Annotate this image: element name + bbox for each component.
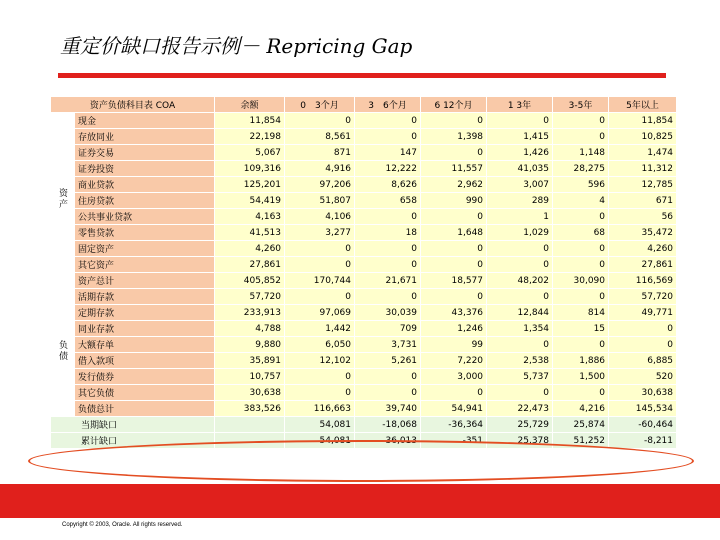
value-cell: 12,222: [355, 161, 421, 177]
value-cell: 1,148: [553, 145, 609, 161]
value-cell: 1,246: [421, 321, 487, 337]
value-cell: 170,744: [285, 273, 355, 289]
table-row: [51, 385, 677, 401]
value-cell: 4,260: [609, 241, 677, 257]
table-row: [51, 145, 677, 161]
value-cell: 3,000: [421, 369, 487, 385]
gap-value-cell: 54,081: [285, 433, 355, 449]
value-cell: 0: [487, 289, 553, 305]
value-cell: 0: [421, 385, 487, 401]
value-cell: 0: [421, 289, 487, 305]
gap-highlight-oval: [28, 440, 694, 482]
value-cell: 289: [487, 193, 553, 209]
value-cell: 116,569: [609, 273, 677, 289]
value-cell: 1,354: [487, 321, 553, 337]
value-cell: 41,513: [215, 225, 285, 241]
value-cell: 1,029: [487, 225, 553, 241]
value-cell: 12,785: [609, 177, 677, 193]
value-cell: 0: [285, 385, 355, 401]
row-label: 证券投资: [75, 161, 215, 177]
gap-value-cell: 54,081: [285, 417, 355, 433]
value-cell: 6,885: [609, 353, 677, 369]
repricing-gap-table-container: [50, 96, 676, 449]
copyright-text: Copyright © 2003, Oracle. All rights reserved.: [62, 522, 183, 528]
value-cell: 10,825: [609, 129, 677, 145]
gap-label: 累计缺口: [51, 433, 215, 449]
value-cell: 671: [609, 193, 677, 209]
value-cell: 0: [421, 241, 487, 257]
value-cell: 405,852: [215, 273, 285, 289]
value-cell: 0: [355, 209, 421, 225]
value-cell: 11,557: [421, 161, 487, 177]
gap-value-cell: 25,378: [487, 433, 553, 449]
value-cell: 57,720: [215, 289, 285, 305]
row-label: 其它资产: [75, 257, 215, 273]
gap-value-cell: -18,068: [355, 417, 421, 433]
value-cell: 6,050: [285, 337, 355, 353]
row-label: 零售贷款: [75, 225, 215, 241]
value-cell: 1,886: [553, 353, 609, 369]
value-cell: 4,788: [215, 321, 285, 337]
value-cell: 8,626: [355, 177, 421, 193]
value-cell: 4,216: [553, 401, 609, 417]
value-cell: 30,638: [215, 385, 285, 401]
value-cell: 11,854: [609, 113, 677, 129]
value-cell: 68: [553, 225, 609, 241]
value-cell: 2,962: [421, 177, 487, 193]
gap-value-cell: 51,252: [553, 433, 609, 449]
repricing-gap-table: [50, 96, 677, 449]
value-cell: 4,163: [215, 209, 285, 225]
value-cell: 383,526: [215, 401, 285, 417]
value-cell: 0: [285, 113, 355, 129]
value-cell: 22,198: [215, 129, 285, 145]
value-cell: 39,740: [355, 401, 421, 417]
row-label: 发行债券: [75, 369, 215, 385]
gap-value-cell: -8,211: [609, 433, 677, 449]
gap-value-cell: -60,464: [609, 417, 677, 433]
value-cell: 3,007: [487, 177, 553, 193]
value-cell: 814: [553, 305, 609, 321]
value-cell: 57,720: [609, 289, 677, 305]
row-label: 定期存款: [75, 305, 215, 321]
value-cell: 0: [553, 241, 609, 257]
gap-value-cell: 25,729: [487, 417, 553, 433]
header-cell: 5年以上: [609, 97, 677, 113]
table-row: [51, 369, 677, 385]
value-cell: 21,671: [355, 273, 421, 289]
value-cell: 10,757: [215, 369, 285, 385]
value-cell: 0: [355, 257, 421, 273]
asset-group-label-text: 资产: [57, 188, 67, 210]
value-cell: 28,275: [553, 161, 609, 177]
value-cell: 0: [487, 257, 553, 273]
table-row: [51, 257, 677, 273]
header-cell: 1 3年: [487, 97, 553, 113]
header-cell: 6 12个月: [421, 97, 487, 113]
table-row: [51, 289, 677, 305]
row-label: 现金: [75, 113, 215, 129]
value-cell: 0: [285, 289, 355, 305]
value-cell: 30,039: [355, 305, 421, 321]
value-cell: 51,807: [285, 193, 355, 209]
asset-group-label: [51, 113, 75, 289]
value-cell: 0: [553, 113, 609, 129]
value-cell: 4,916: [285, 161, 355, 177]
value-cell: 1,500: [553, 369, 609, 385]
value-cell: 0: [355, 241, 421, 257]
value-cell: 0: [355, 385, 421, 401]
value-cell: 4,106: [285, 209, 355, 225]
table-row: [51, 337, 677, 353]
value-cell: 54,941: [421, 401, 487, 417]
value-cell: 11,854: [215, 113, 285, 129]
value-cell: 97,206: [285, 177, 355, 193]
gap-value-cell: -36,364: [421, 417, 487, 433]
value-cell: 0: [553, 129, 609, 145]
table-row: [51, 177, 677, 193]
value-cell: 99: [421, 337, 487, 353]
value-cell: 871: [285, 145, 355, 161]
row-label: 大额存单: [75, 337, 215, 353]
row-label: 其它负债: [75, 385, 215, 401]
value-cell: 233,913: [215, 305, 285, 321]
footer-bar: [0, 484, 720, 518]
liability-group-label: [51, 289, 75, 417]
table-row: [51, 129, 677, 145]
value-cell: 30,090: [553, 273, 609, 289]
table-row: [51, 225, 677, 241]
table-row: [51, 353, 677, 369]
value-cell: 41,035: [487, 161, 553, 177]
gap-value-cell: -351: [421, 433, 487, 449]
value-cell: 0: [553, 337, 609, 353]
value-cell: 0: [355, 289, 421, 305]
value-cell: 125,201: [215, 177, 285, 193]
value-cell: 18: [355, 225, 421, 241]
value-cell: 0: [285, 257, 355, 273]
value-cell: 0: [609, 321, 677, 337]
value-cell: 0: [553, 257, 609, 273]
value-cell: 49,771: [609, 305, 677, 321]
value-cell: 43,376: [421, 305, 487, 321]
value-cell: 0: [487, 337, 553, 353]
table-row: [51, 161, 677, 177]
value-cell: 1,442: [285, 321, 355, 337]
value-cell: 109,316: [215, 161, 285, 177]
row-label: 存放同业: [75, 129, 215, 145]
header-coa: 资产负债科目表 COA: [51, 97, 215, 113]
value-cell: 0: [421, 145, 487, 161]
value-cell: 12,102: [285, 353, 355, 369]
value-cell: 54,419: [215, 193, 285, 209]
header-cell: 余额: [215, 97, 285, 113]
row-label: 住房贷款: [75, 193, 215, 209]
table-row: [51, 241, 677, 257]
table-row: [51, 305, 677, 321]
table-row: [51, 113, 677, 129]
table-header-row: [51, 97, 677, 113]
value-cell: 1: [487, 209, 553, 225]
table-row: [51, 401, 677, 417]
value-cell: 5,261: [355, 353, 421, 369]
row-label: 固定资产: [75, 241, 215, 257]
header-cell: 0 3个月: [285, 97, 355, 113]
value-cell: 3,277: [285, 225, 355, 241]
value-cell: 1,398: [421, 129, 487, 145]
value-cell: 30,638: [609, 385, 677, 401]
page-title: 重定价缺口报告示例－ Repricing Gap: [60, 34, 413, 58]
gap-row: [51, 417, 677, 433]
value-cell: 0: [421, 113, 487, 129]
value-cell: 596: [553, 177, 609, 193]
value-cell: 48,202: [487, 273, 553, 289]
table-row: [51, 321, 677, 337]
value-cell: 0: [355, 129, 421, 145]
gap-value-cell: 25,874: [553, 417, 609, 433]
value-cell: 1,415: [487, 129, 553, 145]
value-cell: 8,561: [285, 129, 355, 145]
value-cell: 709: [355, 321, 421, 337]
gap-value-cell: 36,013: [355, 433, 421, 449]
value-cell: 18,577: [421, 273, 487, 289]
value-cell: 35,472: [609, 225, 677, 241]
value-cell: 97,069: [285, 305, 355, 321]
value-cell: 12,844: [487, 305, 553, 321]
value-cell: 15: [553, 321, 609, 337]
table-row: [51, 209, 677, 225]
value-cell: 1,426: [487, 145, 553, 161]
table-row: [51, 273, 677, 289]
value-cell: 4,260: [215, 241, 285, 257]
header-cell: 3-5年: [553, 97, 609, 113]
table-row: [51, 193, 677, 209]
liability-group-label-text: 负债: [57, 340, 67, 362]
value-cell: 3,731: [355, 337, 421, 353]
value-cell: 0: [609, 337, 677, 353]
row-label: 商业贷款: [75, 177, 215, 193]
value-cell: 7,220: [421, 353, 487, 369]
value-cell: 990: [421, 193, 487, 209]
value-cell: 11,312: [609, 161, 677, 177]
value-cell: 520: [609, 369, 677, 385]
row-label: 活期存款: [75, 289, 215, 305]
value-cell: 5,067: [215, 145, 285, 161]
row-label: 公共事业贷款: [75, 209, 215, 225]
value-cell: 5,737: [487, 369, 553, 385]
value-cell: 1,648: [421, 225, 487, 241]
value-cell: 1,474: [609, 145, 677, 161]
value-cell: 0: [487, 113, 553, 129]
gap-empty-cell: [215, 417, 285, 433]
value-cell: 658: [355, 193, 421, 209]
row-label: 负债总计: [75, 401, 215, 417]
value-cell: 0: [285, 241, 355, 257]
value-cell: 0: [487, 385, 553, 401]
value-cell: 0: [487, 241, 553, 257]
title-underline: [58, 73, 666, 78]
value-cell: 27,861: [609, 257, 677, 273]
value-cell: 0: [285, 369, 355, 385]
value-cell: 147: [355, 145, 421, 161]
row-label: 同业存款: [75, 321, 215, 337]
value-cell: 0: [553, 289, 609, 305]
row-label: 借入款项: [75, 353, 215, 369]
value-cell: 0: [421, 257, 487, 273]
value-cell: 27,861: [215, 257, 285, 273]
row-label: 证券交易: [75, 145, 215, 161]
value-cell: 0: [421, 209, 487, 225]
value-cell: 35,891: [215, 353, 285, 369]
value-cell: 4: [553, 193, 609, 209]
value-cell: 22,473: [487, 401, 553, 417]
value-cell: 116,663: [285, 401, 355, 417]
value-cell: 2,538: [487, 353, 553, 369]
gap-label: 当期缺口: [51, 417, 215, 433]
header-cell: 3 6个月: [355, 97, 421, 113]
value-cell: 0: [355, 113, 421, 129]
value-cell: 0: [553, 385, 609, 401]
value-cell: 0: [553, 209, 609, 225]
row-label: 资产总计: [75, 273, 215, 289]
value-cell: 9,880: [215, 337, 285, 353]
value-cell: 0: [355, 369, 421, 385]
value-cell: 145,534: [609, 401, 677, 417]
value-cell: 56: [609, 209, 677, 225]
